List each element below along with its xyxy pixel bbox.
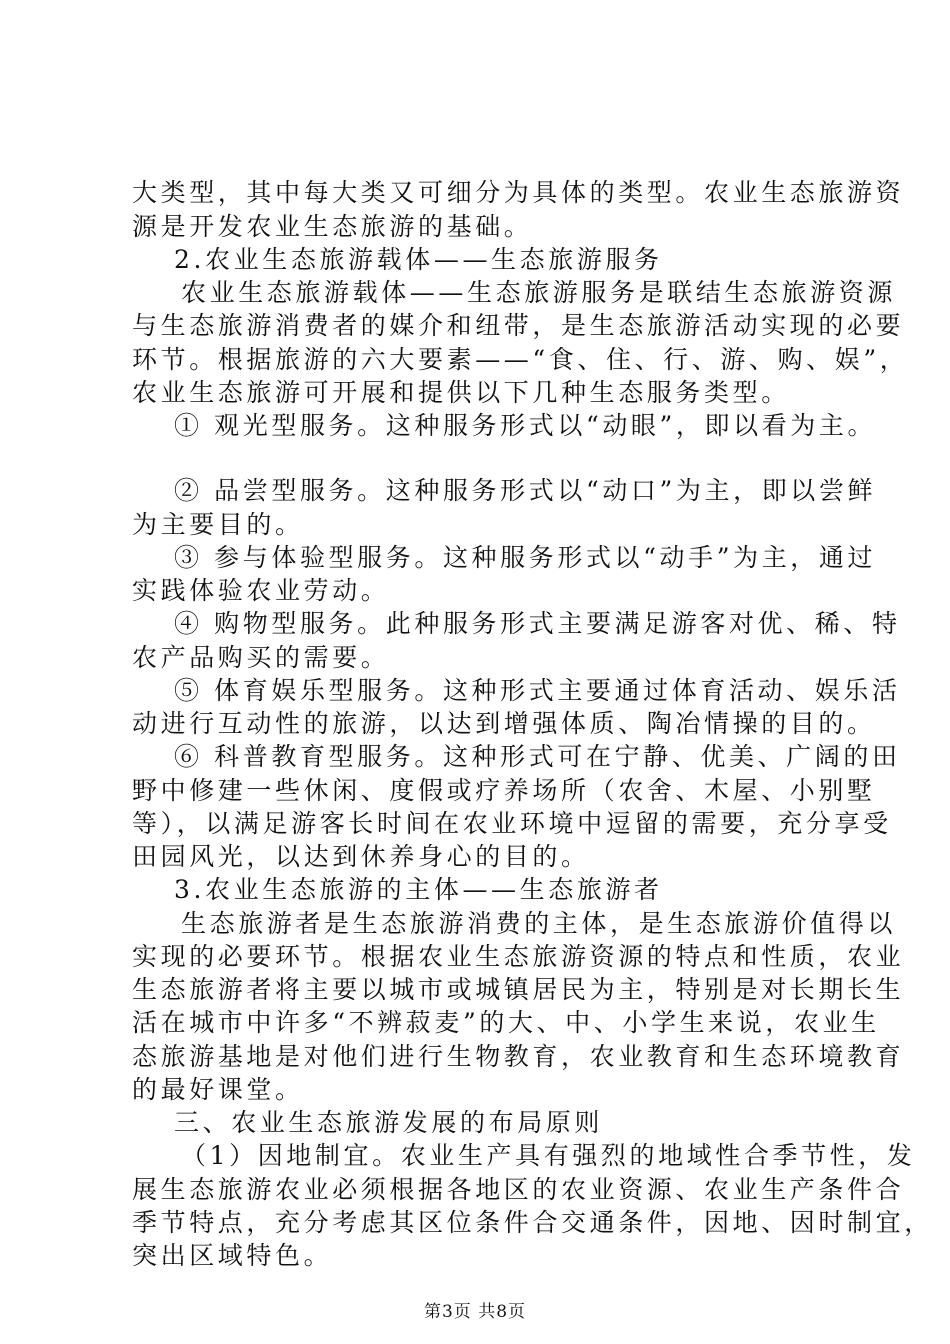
paragraph-line: （1）因地制宜。农业生产具有强烈的地域性合季节性，发: [181, 1141, 916, 1170]
paragraph-line: 动进行互动性的旅游，以达到增强体质、陶冶情操的目的。: [132, 709, 876, 738]
page-footer: 第3页 共8页: [423, 1302, 527, 1322]
list-item: ④ 购物型服务。此种服务形式主要满足游客对优、稀、特: [174, 609, 901, 638]
list-item: ② 品尝型服务。这种服务形式以“动口”为主，即以尝鲜: [174, 476, 877, 505]
paragraph-line: 与生态旅游消费者的媒介和纽带，是生态旅游活动实现的必要: [132, 311, 905, 340]
list-item: ① 观光型服务。这种服务形式以“动眼”，即以看为主。: [174, 411, 877, 440]
section-heading: 三、农业生态旅游发展的布局原则: [174, 1108, 604, 1137]
section-heading: 3.农业生态旅游的主体——生态旅游者: [174, 875, 663, 904]
paragraph-line: 农业生态旅游可开展和提供以下几种生态服务类型。: [132, 378, 790, 407]
paragraph-line: 生态旅游者将主要以城市或城镇居民为主，特别是对长期长生: [132, 975, 905, 1004]
list-item: ⑥ 科普教育型服务。这种形式可在宁静、优美、广阔的田: [174, 742, 901, 771]
list-item: ⑤ 体育娱乐型服务。这种形式主要通过体育活动、娱乐活: [174, 676, 901, 705]
paragraph-line: 环节。根据旅游的六大要素——“食、住、行、游、购、娱”，: [132, 345, 909, 374]
paragraph-line: 源是开发农业生态旅游的基础。: [132, 212, 533, 241]
paragraph-line: 展生态旅游农业必须根据各地区的农业资源、农业生产条件合: [132, 1175, 905, 1204]
paragraph-line: 田园风光，以达到休养身心的目的。: [132, 842, 590, 871]
paragraph-line: 大类型，其中每大类又可细分为具体的类型。农业生态旅游资: [132, 178, 905, 207]
paragraph-line: 野中修建一些休闲、度假或疗养场所（农舍、木屋、小别墅: [132, 776, 876, 805]
paragraph-line: 态旅游基地是对他们进行生物教育，农业教育和生态环境教育: [132, 1042, 905, 1071]
paragraph-line: 季节特点，充分考虑其区位条件合交通条件，因地、因时制宜，: [132, 1208, 933, 1237]
paragraph-line: 等），以满足游客长时间在农业环境中逗留的需要，充分享受: [132, 809, 892, 838]
paragraph-line: 为主要目的。: [132, 510, 304, 539]
paragraph-line: 农业生态旅游载体——生态旅游服务是联结生态旅游资源: [181, 278, 897, 307]
paragraph-line: 农产品购买的需要。: [132, 643, 390, 672]
paragraph-line: 生态旅游者是生态旅游消费的主体，是生态旅游价值得以: [181, 909, 897, 938]
paragraph-line: 活在城市中许多“不辨菽麦”的大、中、小学生来说，农业生: [132, 1008, 880, 1037]
paragraph-line: 实践体验农业劳动。: [132, 576, 390, 605]
section-heading: 2.农业生态旅游载体——生态旅游服务: [174, 245, 663, 274]
list-item: ③ 参与体验型服务。这种服务形式以“动手”为主，通过: [174, 543, 877, 572]
paragraph-line: 实现的必要环节。根据农业生态旅游资源的特点和性质，农业: [132, 942, 905, 971]
paragraph-line: 的最好课堂。: [132, 1075, 304, 1104]
paragraph-line: 突出区域特色。: [132, 1241, 333, 1270]
